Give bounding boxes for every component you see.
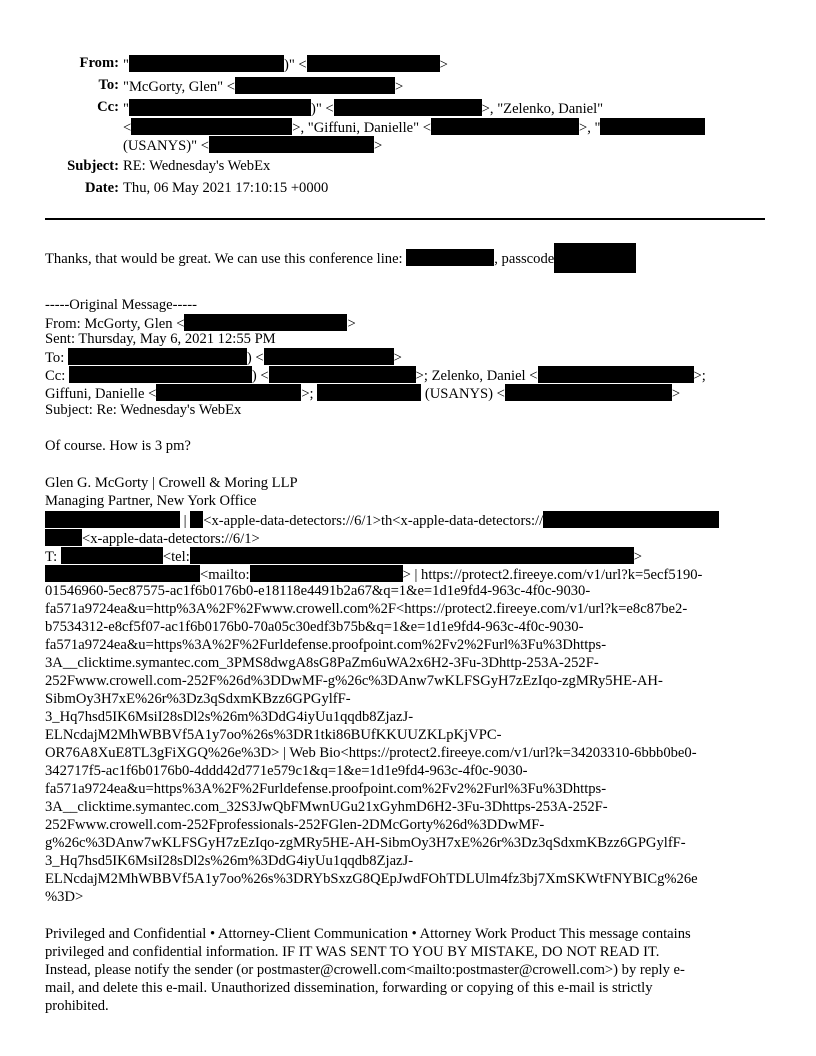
subject-label: Subject:	[67, 158, 119, 174]
redaction	[269, 366, 416, 383]
disclaimer-line: privileged and confidential information. IF IT WAS SENT TO YOU BY MISTAKE, DO NOT READ IT.	[45, 944, 660, 960]
cc-label: Cc:	[97, 99, 119, 115]
disclaimer-line: mail, and delete this e-mail. Unauthorized dissemination, forwarding or copying of this e-mail is strictly	[45, 980, 653, 996]
signature-name: Glen G. McGorty | Crowell & Moring LLP	[45, 475, 298, 491]
disclaimer-line: prohibited.	[45, 998, 109, 1014]
redaction	[431, 118, 579, 135]
from-value	[123, 55, 448, 73]
from-end: >	[439, 57, 448, 73]
orig-sent: Sent: Thursday, May 6, 2021 12:55 PM	[45, 331, 276, 347]
orig-cc-text: >	[671, 386, 681, 402]
sig-text: <mailto:	[200, 567, 250, 583]
reply-text	[45, 243, 636, 273]
question-text: Of course. How is 3 pm?	[45, 438, 191, 454]
redaction	[68, 348, 247, 365]
redaction	[406, 249, 494, 266]
disclaimer-line: Instead, please notify the sender (or postmaster@crowell.com<mailto:postmaster@crowell.com>) by reply e-	[45, 962, 685, 978]
cc-text: "	[123, 101, 129, 117]
url-line: g%26c%3DAnw7wKLFSGyH7zEzIqo-zgMRy5HE-AH-SibmOy3H7xE%26r%3Dz3qSdxmKBzz6GPGylfF-	[45, 835, 686, 851]
redaction	[235, 77, 395, 94]
cc-text: )" <	[310, 101, 334, 117]
orig-cc-text: >;	[301, 386, 318, 402]
url-line: 3_Hq7hsd5IK6MsiI28sDl2s%26m%3DdG4iyUu1qqdb8ZjazJ-	[45, 853, 414, 869]
subject-value: RE: Wednesday's WebEx	[123, 158, 271, 174]
cc-text: (USANYS)" <	[123, 138, 209, 154]
redaction	[307, 55, 440, 72]
orig-cc-text: Giffuni, Danielle <	[45, 386, 157, 402]
url-line: 342717f5-ac1f6b0176b0-4ddd42d771e579c1&q=1&e=1d1e9fd4-963c-4f0c-9030-	[45, 763, 528, 779]
url-line: ELNcdajM2MhWBBVf5A1y7oo%26s%3DR1tki86BUfKKUUZKLpKjVPC-	[45, 727, 502, 743]
redaction	[334, 99, 482, 116]
original-message-header: -----Original Message-----	[45, 297, 197, 313]
redaction	[554, 243, 636, 273]
orig-to	[45, 348, 402, 366]
orig-cc	[45, 366, 706, 384]
redaction	[156, 384, 301, 401]
redaction	[45, 565, 200, 582]
url-line: b7534312-e8cf5f07-ac1f6b0176b0-70a05c30edf3b75b&q=1&e=1d1e9fd4-963c-4f0c-9030-	[45, 619, 584, 635]
cc-text: >	[373, 138, 383, 154]
orig-subject: Subject: Re: Wednesday's WebEx	[45, 402, 242, 418]
url-line: 3A__clicktime.symantec.com_32S3JwQbFMwnUGu21xGyhmD6H2-3Fu-3Dhttps-253A-252F-	[45, 799, 608, 815]
signature-tel	[45, 547, 642, 565]
orig-to-text: To:	[45, 350, 68, 366]
orig-cc-text: ) <	[251, 368, 269, 384]
orig-cc-2	[45, 384, 680, 402]
redaction	[543, 511, 719, 528]
url-line: fa571a9724ea&u=https%3A%2F%2Furldefense.proofpoint.com%2Fv2%2Furl%3Fu%3Dhttps-	[45, 781, 607, 797]
orig-from-text: From: McGorty, Glen <	[45, 316, 185, 332]
sig-text: >	[633, 549, 642, 565]
redaction	[190, 511, 203, 528]
redaction	[69, 366, 252, 383]
signature-line-4	[45, 529, 260, 547]
to-end: >	[395, 79, 404, 95]
cc-line-3	[123, 136, 382, 154]
url-line: ELNcdajM2MhWBBVf5A1y7oo%26s%3DRYbSxzG8QEpJwdFOhTDLUlm4fz3bj7XmSKWtFNYBICg%26e	[45, 871, 698, 887]
cc-text: >, "	[578, 120, 601, 136]
date-value: Thu, 06 May 2021 17:10:15 +0000	[123, 180, 329, 196]
cc-text: >, "Zelenko, Daniel"	[481, 101, 604, 117]
url-line: 3_Hq7hsd5IK6MsiI28sDl2s%26m%3DdG4iyUu1qqdb8ZjazJ-	[45, 709, 414, 725]
redaction	[184, 314, 347, 331]
redaction	[45, 529, 82, 546]
to-value	[123, 77, 403, 95]
redaction	[250, 565, 403, 582]
reply-part: Thanks, that would be great. We can use this conference line:	[45, 251, 407, 267]
url-line: 3A__clicktime.symantec.com_3PMS8dwgA8sG8PaZm6uWA2x6H2-3Fu-3Dhttp-253A-252F-	[45, 655, 599, 671]
redaction	[600, 118, 705, 135]
sig-text: T:	[45, 549, 61, 565]
from-mid: )" <	[283, 57, 307, 73]
redaction	[190, 547, 634, 564]
orig-from	[45, 314, 356, 332]
from-label: From:	[79, 55, 119, 71]
redaction	[45, 511, 180, 528]
redaction	[129, 55, 284, 72]
redaction	[538, 366, 694, 383]
redaction	[61, 547, 163, 564]
url-line: fa571a9724ea&u=https%3A%2F%2Furldefense.proofpoint.com%2Fv2%2Furl%3Fu%3Dhttps-	[45, 637, 607, 653]
orig-cc-text: >;	[693, 368, 706, 384]
disclaimer-line: Privileged and Confidential • Attorney-Client Communication • Attorney Work Product This message contains	[45, 926, 691, 942]
url-line: 01546960-5ec87575-ac1f6b0176b0-e18118e4491b2a67&q=1&e=1d1e9fd4-963c-4f0c-9030-	[45, 583, 591, 599]
to-name: "McGorty, Glen" <	[123, 79, 236, 95]
orig-from-end: >	[347, 316, 356, 332]
sig-text: > | https://protect2.fireeye.com/v1/url?k=5ecf5190-	[402, 567, 703, 583]
redaction	[317, 384, 421, 401]
sig-text: <x-apple-data-detectors://6/1>	[82, 531, 260, 547]
url-line: fa571a9724ea&u=http%3A%2F%2Fwww.crowell.com%2F<https://protect2.fireeye.com/v1/url?k=e8c87be2-	[45, 601, 688, 617]
header-divider	[45, 218, 765, 220]
cc-line-1	[123, 99, 603, 117]
orig-cc-text: >; Zelenko, Daniel <	[415, 368, 538, 384]
signature-line-3	[45, 511, 719, 529]
cc-text: <	[123, 120, 132, 136]
sig-text: <x-apple-data-detectors://6/1>th<x-apple-data-detectors://	[203, 513, 544, 529]
sig-text: <tel:	[162, 549, 190, 565]
signature-title: Managing Partner, New York Office	[45, 493, 257, 509]
signature-mail	[45, 565, 702, 583]
orig-cc-text: Cc:	[45, 368, 69, 384]
redaction	[131, 118, 292, 135]
orig-to-text: ) <	[246, 350, 264, 366]
from-quote: "	[123, 57, 129, 73]
cc-text: >, "Giffuni, Danielle" <	[292, 120, 431, 136]
url-line: %3D>	[45, 889, 84, 905]
url-line: 252Fwww.crowell.com-252F%26d%3DDwMF-g%26c%3DAnw7wKLFSGyH7zEzIqo-zgMRy5HE-AH-	[45, 673, 663, 689]
redaction	[129, 99, 311, 116]
to-label: To:	[98, 77, 119, 93]
redaction	[264, 348, 394, 365]
url-line: OR76A8XuE8TL3gFiXGQ%26e%3D> | Web Bio<https://protect2.fireeye.com/v1/url?k=34203310-6bbb0be0-	[45, 745, 697, 761]
url-line: SibmOy3H7xE%26r%3Dz3qSdxmKBzz6GPGylfF-	[45, 691, 351, 707]
date-label: Date:	[84, 180, 119, 196]
redaction	[209, 136, 374, 153]
redaction	[505, 384, 672, 401]
cc-line-2	[123, 118, 705, 136]
url-line: 252Fwww.crowell.com-252Fprofessionals-252FGlen-2DMcGorty%26d%3DDwMF-	[45, 817, 545, 833]
orig-to-text: >	[393, 350, 402, 366]
sig-text: |	[180, 513, 191, 529]
orig-cc-text: (USANYS) <	[421, 386, 505, 402]
reply-part: , passcode	[494, 251, 555, 267]
